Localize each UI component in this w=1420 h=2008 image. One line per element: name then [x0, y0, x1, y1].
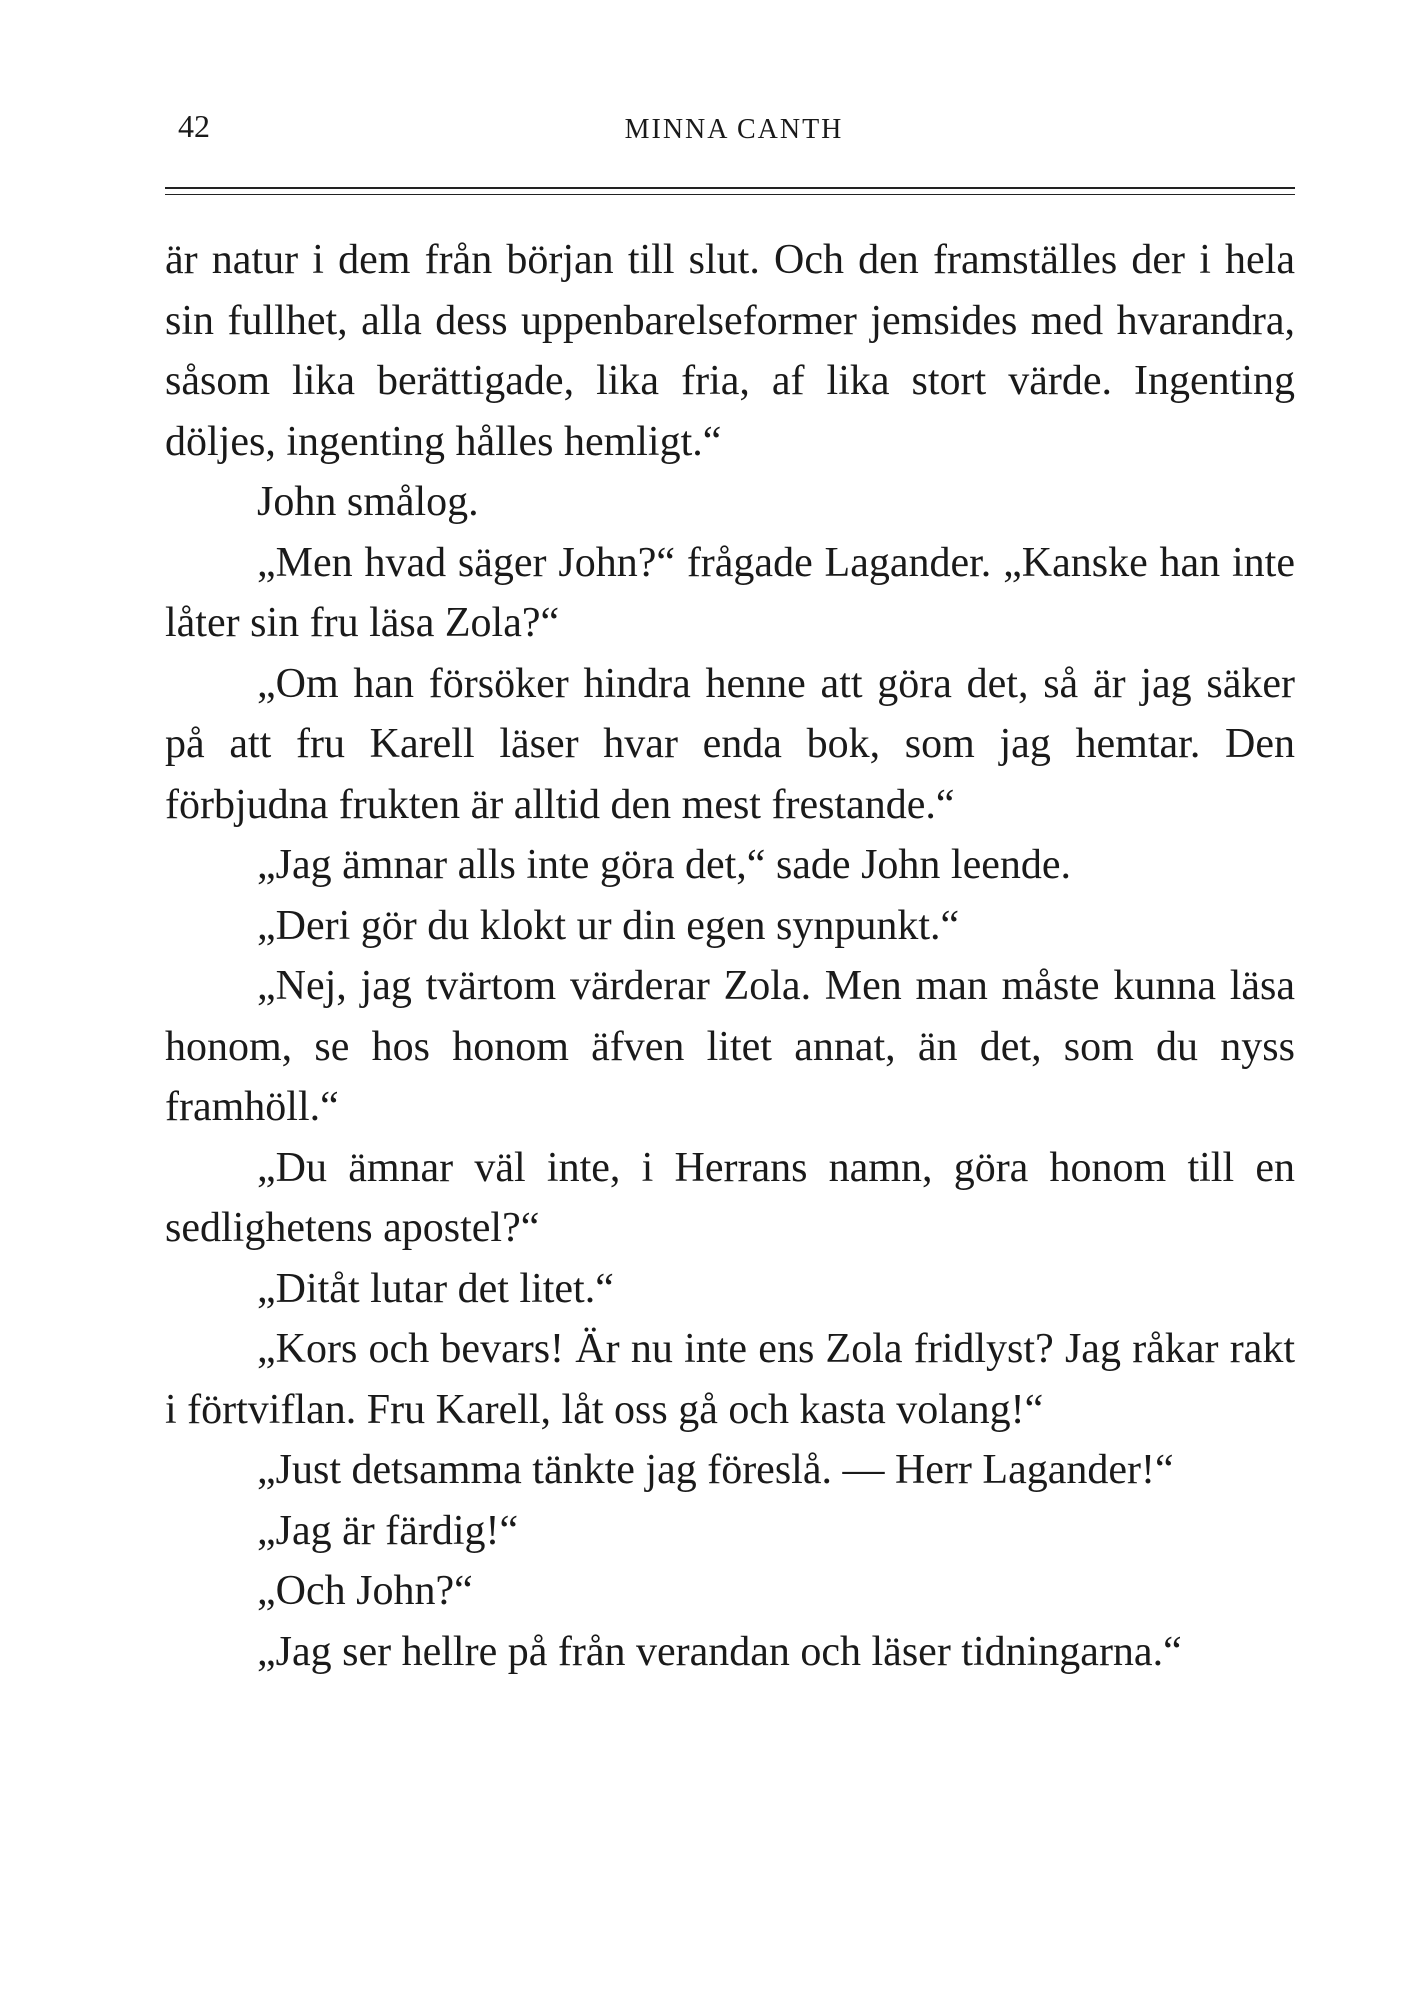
paragraph: „Ditåt lutar det litet.“ — [257, 1265, 614, 1312]
header-rule-thick — [165, 187, 1295, 189]
paragraph: „Jag ämnar alls inte göra det,“ sade John leende. — [257, 842, 1072, 888]
paragraph: „Just detsamma tänkte jag föreslå. — Herr Lagander!“ — [257, 1447, 1174, 1493]
paragraph: John smålog. — [257, 479, 479, 525]
paragraph: är natur i dem från början till slut. Och den framställes der i hela sin fullhet, alla dess uppenbarelseformer jemsides med hvarandra, såsom lika berättigade, lika fria, af lika stort värde. Ingenting döljes, ingenting hålles hemligt.“ — [165, 237, 1295, 465]
paragraph: „Jag ser hellre på från verandan och läser tidningarna.“ — [257, 1628, 1182, 1675]
paragraph: „Deri gör du klokt ur din egen synpunkt.“ — [257, 902, 960, 949]
page-header — [178, 100, 1290, 150]
running-head: MINNA CANTH — [624, 114, 844, 145]
paragraph: „Jag är färdig!“ — [257, 1507, 519, 1554]
header-rule-thin — [165, 194, 1295, 195]
paragraph: „Nej, jag tvärtom värderar Zola. Men man måste kunna läsa honom, se hos honom äfven litet annat, än det, som du nyss framhöll.“ — [165, 963, 1295, 1130]
paragraph: „Kors och bevars! Är nu inte ens Zola fridlyst? Jag råkar rakt i förtviflan. Fru Karell, låt oss gå och kasta volang!“ — [165, 1326, 1295, 1433]
paragraph: „Du ämnar väl inte, i Herrans namn, göra honom till en sedlighetens apostel?“ — [165, 1144, 1295, 1251]
paragraph: „Och John?“ — [257, 1568, 473, 1614]
paragraph: „Men hvad säger John?“ frågade Lagander. „Kanske han inte låter sin fru läsa Zola?“ — [165, 539, 1295, 646]
body-text — [165, 230, 1295, 1682]
paragraph: „Om han försöker hindra henne att göra det, så är jag säker på att fru Karell läser hvar enda bok, som jag hemtar. Den förbjudna frukten är alltid den mest frestande.“ — [165, 660, 1295, 828]
page-number: 42 — [178, 108, 210, 144]
